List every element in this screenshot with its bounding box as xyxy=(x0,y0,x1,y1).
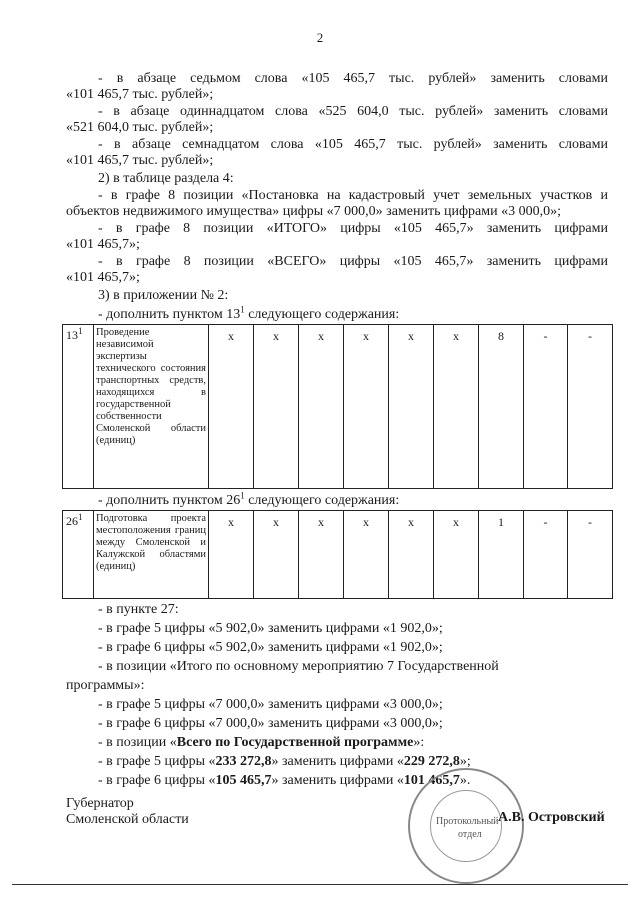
text-line: 2) в таблице раздела 4: xyxy=(98,171,234,186)
table-cell: - xyxy=(568,325,613,489)
text-line: программы»: xyxy=(66,678,145,693)
text-line: - в абзаце одиннадцатом слова «525 604,0 тыс. рублей» заменить словами xyxy=(98,104,608,119)
text-line: - в графе 5 цифры «7 000,0» заменить цифрами «3 000,0»; xyxy=(98,697,443,712)
text-line: «521 604,0 тыс. рублей»; xyxy=(66,120,214,135)
table-cell: х xyxy=(209,511,254,599)
table-cell: х xyxy=(434,511,479,599)
table-cell: - xyxy=(568,511,613,599)
table-cell: х xyxy=(299,511,344,599)
item-description: Проведение независимой экспертизы технического состояния транспортных средств, находящихся в государственной собственности Смоленской области (единиц) xyxy=(94,325,209,489)
text-line: «101 465,7»; xyxy=(66,237,140,252)
text-line: «101 465,7»; xyxy=(66,270,140,285)
table-cell: - xyxy=(524,511,568,599)
item-number: $26^1$ xyxy=(63,511,94,599)
page-number: 2 xyxy=(316,30,324,45)
table-item-26-1 xyxy=(62,510,613,599)
table-cell: х xyxy=(344,511,389,599)
table-cell: х xyxy=(389,325,434,489)
text-line: - в графе 8 позиции «Постановка на кадастровый учет земельных участков и xyxy=(98,188,608,203)
footer-divider xyxy=(12,884,628,885)
table-cell: - xyxy=(524,325,568,489)
text-line: «101 465,7 тыс. рублей»; xyxy=(66,87,214,102)
table-cell: х xyxy=(389,511,434,599)
text-line: «101 465,7 тыс. рублей»; xyxy=(66,153,214,168)
item-description: Подготовка проекта местоположения границ между Смоленской и Калужской областями (единиц) xyxy=(94,511,209,599)
add-item-26-1: - дополнить пунктом $26^1$ следующего содержания: xyxy=(98,490,400,508)
table-row xyxy=(63,325,613,489)
stamp-text: Протокольный xyxy=(436,816,499,827)
table-cell: х xyxy=(254,511,299,599)
table-cell: х xyxy=(209,325,254,489)
stamp-text: отдел xyxy=(458,829,482,840)
text-line: - в абзаце седьмом слова «105 465,7 тыс. рублей» заменить словами xyxy=(98,71,608,86)
text-line: - в графе 8 позиции «ИТОГО» цифры «105 465,7» заменить цифрами xyxy=(98,221,608,236)
text-line: - в графе 6 цифры «5 902,0» заменить цифрами «1 902,0»; xyxy=(98,640,443,655)
table-cell: х xyxy=(344,325,389,489)
text-line: - в графе 6 цифры «7 000,0» заменить цифрами «3 000,0»; xyxy=(98,716,443,731)
text-line-justified: - в позиции «Итого по основному мероприятию 7 Государственной xyxy=(98,659,499,674)
table-item-13-1 xyxy=(62,324,613,489)
text-line: - в графе 5 цифры «5 902,0» заменить цифрами «1 902,0»; xyxy=(98,621,443,636)
signature-title: Губернатор xyxy=(66,796,134,811)
item-number: $13^1$ xyxy=(63,325,94,489)
add-item-13-1: - дополнить пунктом $13^1$ следующего содержания: xyxy=(98,304,400,322)
table-cell: 8 xyxy=(479,325,524,489)
table-cell: х xyxy=(254,325,299,489)
text-line: - в пункте 27: xyxy=(98,602,179,617)
text-line-grafa6: - в графе 6 цифры «105 465,7» заменить цифрами «101 465,7». xyxy=(98,773,471,788)
table-cell: 1 xyxy=(479,511,524,599)
text-line: 3) в приложении № 2: xyxy=(98,288,229,303)
text-line-vsego: - в позиции «Всего по Государственной программе»: xyxy=(98,735,425,750)
text-line: - в абзаце семнадцатом слова «105 465,7 тыс. рублей» заменить словами xyxy=(98,137,608,152)
table-cell: х xyxy=(299,325,344,489)
text-line: объектов недвижимого имущества» цифры «7 000,0» заменить цифрами «3 000,0»; xyxy=(66,204,561,219)
signature-title: Смоленской области xyxy=(66,812,189,827)
signature-name: А.В. Островский xyxy=(498,810,605,825)
table-row xyxy=(63,511,613,599)
text-line: - в графе 8 позиции «ВСЕГО» цифры «105 465,7» заменить цифрами xyxy=(98,254,608,269)
text-line-grafa5: - в графе 5 цифры «233 272,8» заменить цифрами «229 272,8»; xyxy=(98,754,471,769)
table-cell: х xyxy=(434,325,479,489)
